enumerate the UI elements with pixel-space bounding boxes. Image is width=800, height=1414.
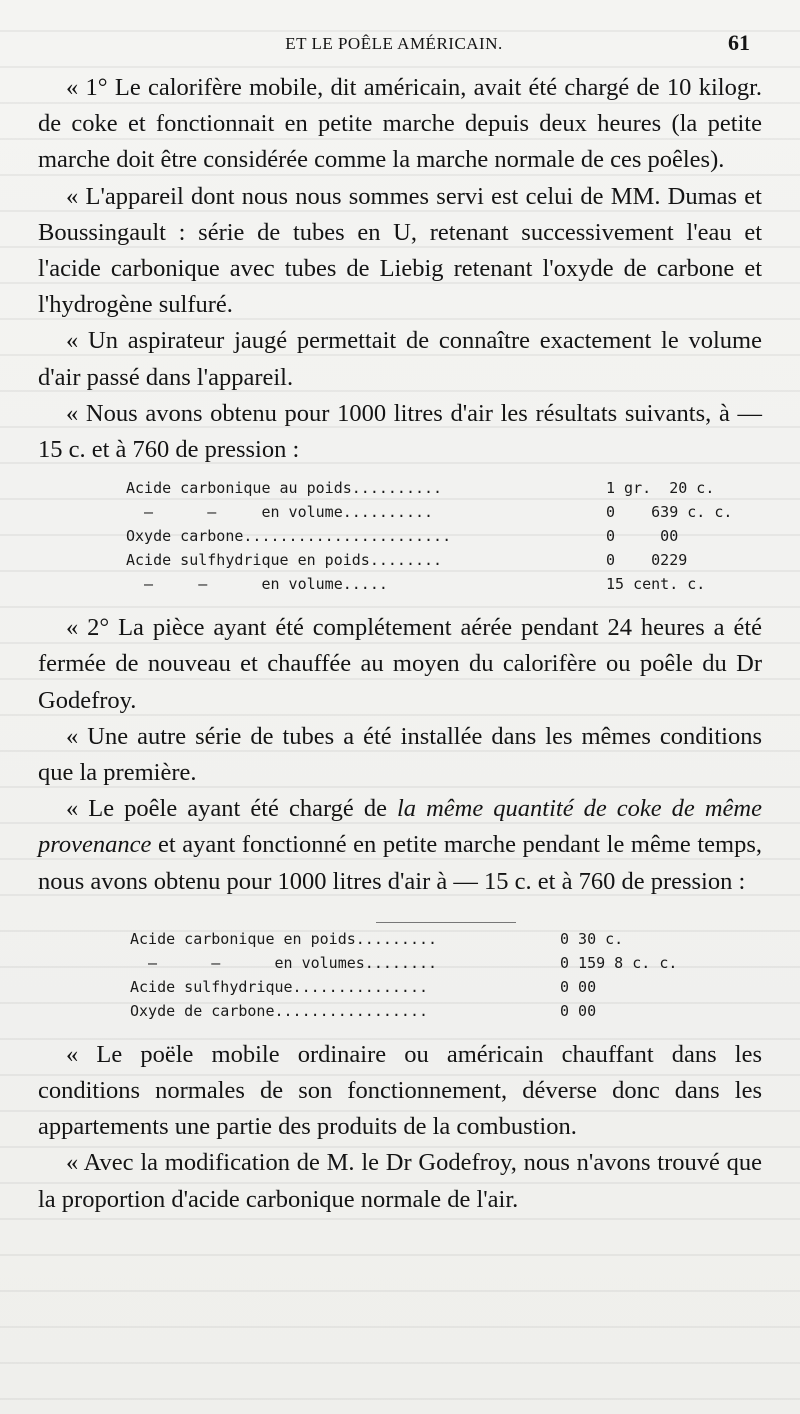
results-table-1: [126, 476, 762, 596]
running-head: ET LE POÊLE AMÉRICAIN.: [285, 34, 503, 53]
table-row-label: — — en volume.....: [126, 575, 388, 594]
table-row: [130, 975, 762, 999]
results-table-2: [130, 922, 762, 1023]
table-row: [130, 927, 762, 951]
table-row-label: Acide sulfhydrique...............: [130, 977, 429, 996]
spacer: [38, 1029, 762, 1037]
paragraph-8: « Le poële mobile ordinaire ou américain chauffant dans les conditions normales de son fonctionnement, déverse donc dans les appartements une partie des produits de la combustion.: [38, 1040, 762, 1141]
paragraph-7: [38, 791, 762, 900]
table-row-label: Acide carbonique en poids.........: [130, 929, 438, 948]
table-row-label: — — en volume..........: [126, 503, 434, 522]
paragraph-7-italic: la même quantité de coke de même provenance: [38, 795, 762, 859]
table-row-label: Oxyde de carbone.................: [130, 1001, 429, 1020]
table-row-label: Oxyde carbone.......................: [126, 527, 452, 546]
page-number: 61: [728, 30, 750, 55]
table-rule: [376, 922, 516, 923]
table-row: [126, 548, 762, 572]
table-row-label: Acide sulfhydrique en poids........: [126, 551, 443, 570]
table-row-value: 0 00: [560, 977, 597, 996]
table-row-value: 0 639 c. c.: [606, 503, 733, 522]
table-row: [126, 572, 762, 596]
table-row-value: 0 30 c.: [560, 929, 624, 948]
table-row-value: 0 00: [560, 1001, 597, 1020]
table-row: [130, 951, 762, 975]
table-row-value: 15 cent. c.: [606, 575, 706, 594]
table-row-value: 0 00: [606, 527, 679, 546]
table-row: [126, 476, 762, 500]
paragraph-6: « Une autre série de tubes a été installée dans les mêmes conditions que la première.: [38, 722, 762, 787]
table-row-label: — — en volumes........: [130, 953, 438, 972]
paragraph-9: « Avec la modification de M. le Dr Godefroy, nous n'avons trouvé que la proportion d'acide carbonique normale de l'air.: [38, 1149, 762, 1213]
paragraph-5: « 2° La pièce ayant été complétement aérée pendant 24 heures a été fermée de nouveau et chauffée au moyen du calorifère ou poêle du Dr Godefroy.: [38, 614, 762, 714]
paragraph-1: « 1° Le calorifère mobile, dit américain, avait été chargé de 10 kilogr. de coke et fonctionnait en petite marche depuis deux heures (la petite marche doit être considérée comme la marche normale de ces poêles).: [38, 74, 762, 174]
table-row-value: 1 gr. 20 c.: [606, 479, 715, 498]
paragraph-7-end: et ayant fonctionné en petite marche pendant le même temps, nous avons obtenu pour 1000 litres d'air à — 15 c. et à 760 de pression :: [38, 831, 762, 895]
paragraph-2: « L'appareil dont nous nous sommes servi est celui de MM. Dumas et Boussingault : série de tubes en U, retenant successivement l'eau et l'acide carbonique avec tubes de Liebig retenant l'oxyde de carbone et l'hydrogène sulfuré.: [38, 182, 762, 319]
table-row: [126, 500, 762, 524]
body-text: [38, 70, 762, 1218]
table-row: [130, 999, 762, 1023]
page-header: [38, 30, 750, 62]
paragraph-4: « Nous avons obtenu pour 1000 litres d'air les résultats suivants, à — 15 c. et à 760 de pression :: [38, 399, 762, 464]
table-row-value: 0 0229: [606, 551, 688, 570]
table-row-label: Acide carbonique au poids..........: [126, 479, 443, 498]
paragraph-7-start: « Le poêle ayant été chargé de: [66, 795, 397, 823]
table-row: [126, 524, 762, 548]
paragraph-3: « Un aspirateur jaugé permettait de connaître exactement le volume d'air passé dans l'appareil.: [38, 327, 762, 391]
table-row-value: 0 159 8 c. c.: [560, 953, 678, 972]
spacer: [38, 602, 762, 610]
